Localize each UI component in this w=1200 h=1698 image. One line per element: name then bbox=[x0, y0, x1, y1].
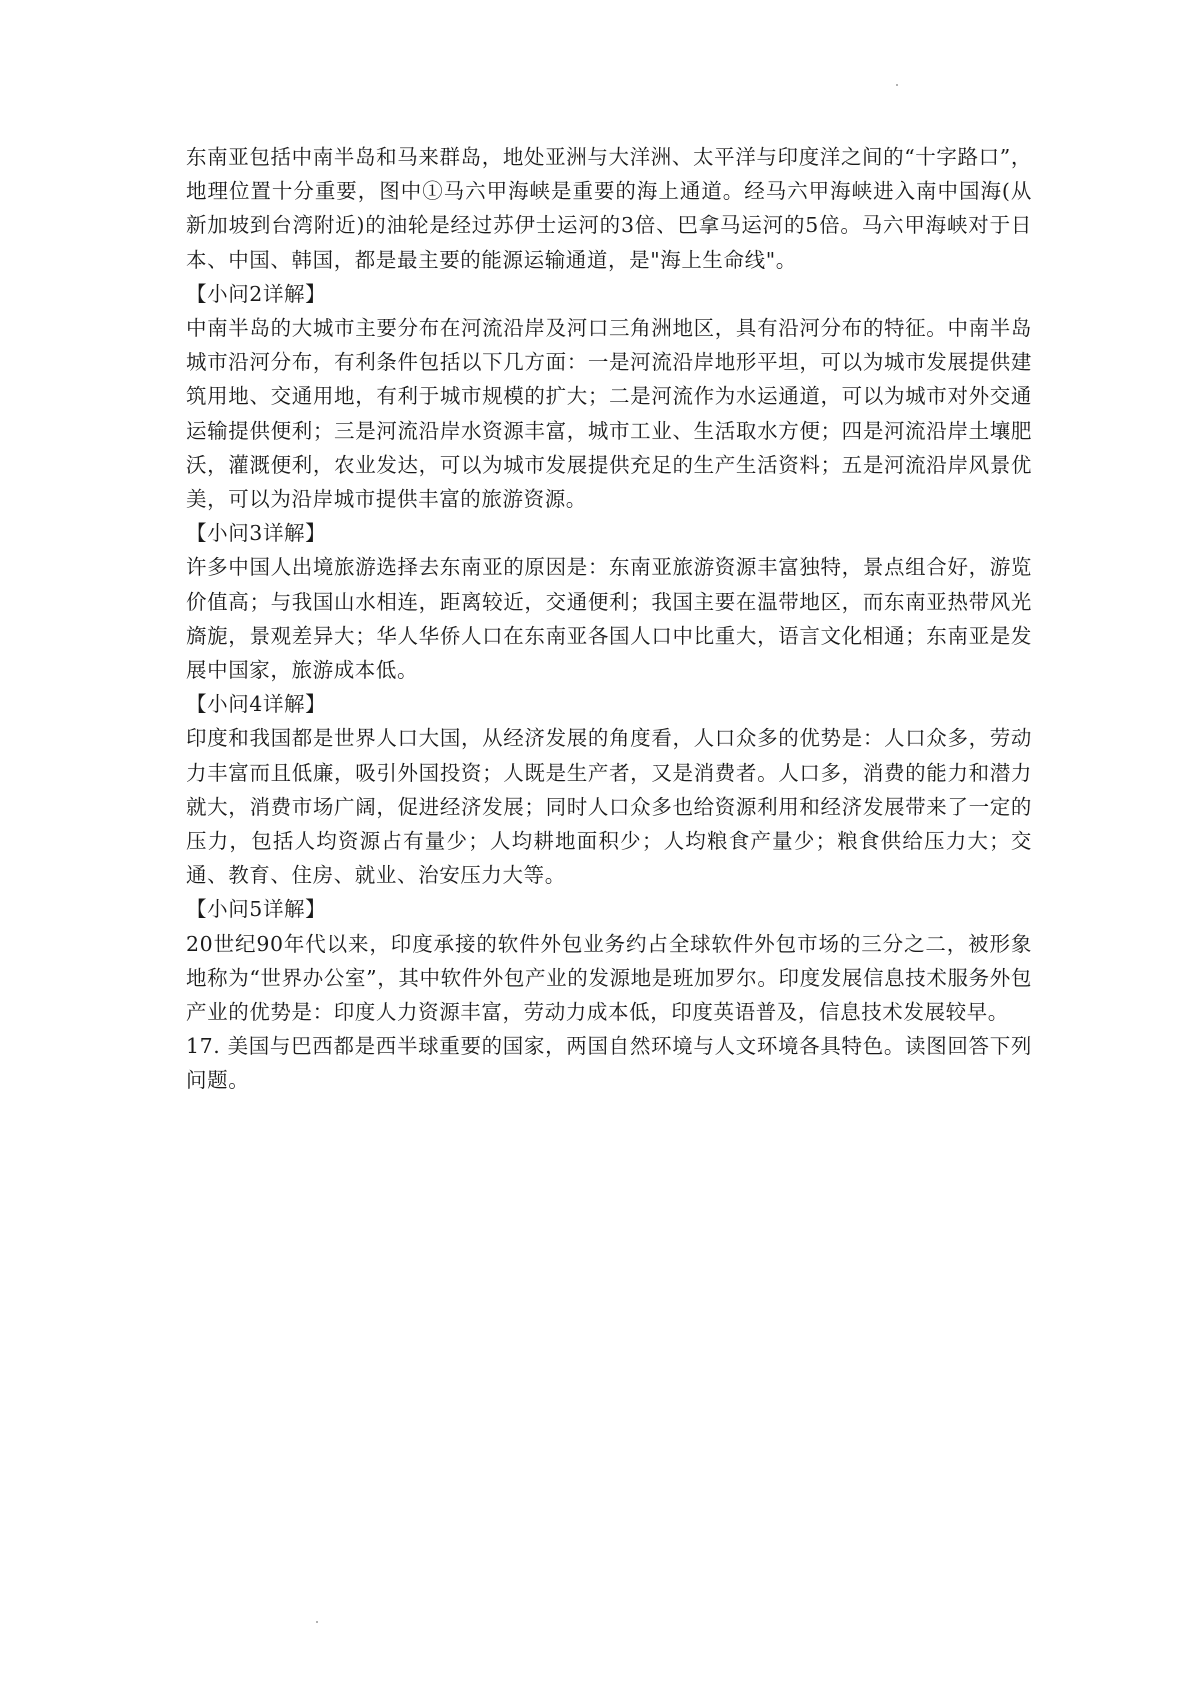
heading-q3: 【小问3详解】 bbox=[186, 521, 327, 546]
document-body bbox=[186, 140, 1032, 1098]
scan-mark-top bbox=[896, 84, 898, 86]
paragraph-q2-answer: 中南半岛的大城市主要分布在河流沿岸及河口三角洲地区，具有沿河分布的特征。中南半岛城市沿河分布，有利条件包括以下几方面：一是河流沿岸地形平坦，可以为城市发展提供建筑用地、交通用地，有利于城市规模的扩大；二是河流作为水运通道，可以为城市对外交通运输提供便利；三是河流沿岸水资源丰富，城市工业、生活取水方便；四是河流沿岸土壤肥沃，灌溉便利，农业发达，可以为城市发展提供充足的生产生活资料；五是河流沿岸风景优美，可以为沿岸城市提供丰富的旅游资源。 bbox=[186, 316, 1032, 512]
scan-mark-bottom bbox=[316, 1621, 318, 1623]
heading-q2: 【小问2详解】 bbox=[186, 281, 327, 306]
paragraph-strait-intro: 东南亚包括中南半岛和马来群岛，地处亚洲与大洋洲、太平洋与印度洋之间的“十字路口”，地理位置十分重要，图中①马六甲海峡是重要的海上通道。经马六甲海峡进入南中国海(从新加坡到台湾附近)的油轮是经过苏伊士运河的3倍、巴拿马运河的5倍。马六甲海峡对于日本、中国、韩国，都是最主要的能源运输通道，是"海上生命线"。 bbox=[186, 145, 1032, 272]
heading-q4: 【小问4详解】 bbox=[186, 692, 327, 717]
heading-q5: 【小问5详解】 bbox=[186, 897, 327, 922]
paragraph-q4-answer: 印度和我国都是世界人口大国，从经济发展的角度看，人口众多的优势是：人口众多，劳动力丰富而且低廉，吸引外国投资；人既是生产者，又是消费者。人口多，消费的能力和潜力就大，消费市场广阔，促进经济发展；同时人口众多也给资源利用和经济发展带来了一定的压力，包括人均资源占有量少；人均耕地面积少；人均粮食产量少；粮食供给压力大；交通、教育、住房、就业、治安压力大等。 bbox=[186, 726, 1032, 888]
paragraph-q5-answer: 20世纪90年代以来，印度承接的软件外包业务约占全球软件外包市场的三分之二，被形象地称为“世界办公室”，其中软件外包产业的发源地是班加罗尔。印度发展信息技术服务外包产业的优势是：印度人力资源丰富，劳动力成本低，印度英语普及，信息技术发展较早。 bbox=[186, 931, 1032, 1025]
paragraph-question-17: 17. 美国与巴西都是西半球重要的国家，两国自然环境与人文环境各具特色。读图回答下列问题。 bbox=[186, 1034, 1032, 1093]
paragraph-q3-answer: 许多中国人出境旅游选择去东南亚的原因是：东南亚旅游资源丰富独特，景点组合好，游览价值高；与我国山水相连，距离较近，交通便利；我国主要在温带地区，而东南亚热带风光旖旎，景观差异大；华人华侨人口在东南亚各国人口中比重大，语言文化相通；东南亚是发展中国家，旅游成本低。 bbox=[186, 555, 1032, 683]
